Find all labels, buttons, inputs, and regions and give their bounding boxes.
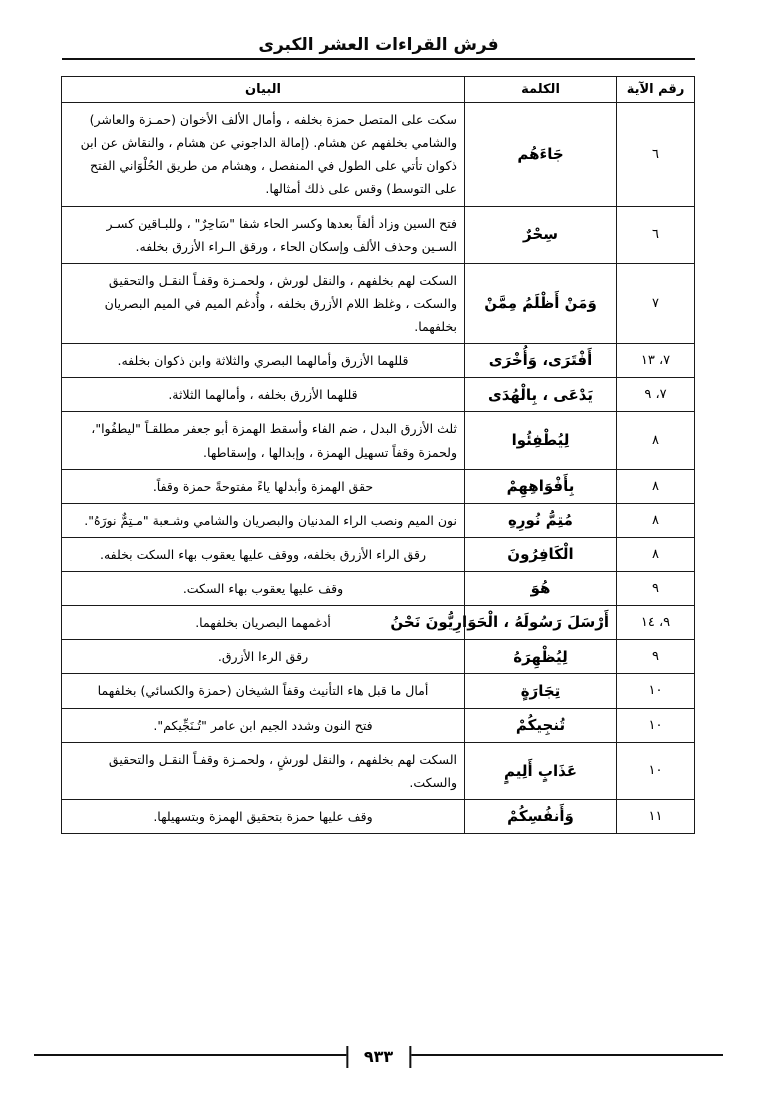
table-row — [62, 537, 695, 571]
cell-explanation: فتح النون وشدد الجيم ابن عامر "تُـنَجِّيكم". — [62, 708, 465, 742]
table-row — [62, 206, 695, 263]
cell-quran-word: تِجَارَةٍ — [465, 674, 617, 708]
cell-quran-word: جَاءَهُم — [465, 103, 617, 207]
cell-aya-number: ٩، ١٤ — [617, 606, 695, 640]
cell-explanation: سكت على المتصل حمزة بخلفه ، وأمال الألف الأخوان (حمـزة والعاشر) والشامي بخلفهم عن هشام. (إمالة الداجوني عن هشام ، والنقاش عن ابن ذكوان تأتي على الطول في المنفصل ، وهشام من طريق الحُلْوَاني الفتح على التوسط) وقس على ذلك أمثالها. — [62, 103, 465, 207]
cell-aya-number: ٩ — [617, 572, 695, 606]
cell-aya-number: ٦ — [617, 103, 695, 207]
column-header-bayan: البيان — [62, 77, 465, 103]
cell-quran-word: يَدْعَى ، بِالْهُدَى — [465, 378, 617, 412]
cell-explanation: حقق الهمزة وأبدلها ياءً مفتوحةً حمزة وقفاً. — [62, 469, 465, 503]
table-row — [62, 799, 695, 833]
table-row — [62, 412, 695, 469]
column-header-word: الكلمة — [465, 77, 617, 103]
page-title: فرش القراءات العشر الكبرى — [258, 35, 499, 55]
table-row — [62, 378, 695, 412]
cell-aya-number: ١٠ — [617, 708, 695, 742]
cell-aya-number: ١٠ — [617, 674, 695, 708]
cell-aya-number: ٨ — [617, 412, 695, 469]
cell-aya-number: ٨ — [617, 537, 695, 571]
qiraat-table-container — [62, 76, 695, 834]
cell-aya-number: ٨ — [617, 503, 695, 537]
cell-aya-number: ٨ — [617, 469, 695, 503]
cell-explanation: فتح السين وزاد ألفاً بعدها وكسر الحاء شفا "سَاحِرٌ" ، وللبـاقين كسـر السـين وحذف الألف وإسكان الحاء ، ورقق الـراء الأزرق بخلفه. — [62, 206, 465, 263]
table-row — [62, 640, 695, 674]
table-row — [62, 103, 695, 207]
cell-quran-word: مُتِمُّ نُورِهِ — [465, 503, 617, 537]
cell-quran-word: أَفْتَرَى، وَأُخْرَى — [465, 344, 617, 378]
cell-quran-word: بِأَفْوَاهِهِمْ — [465, 469, 617, 503]
cell-explanation: وقف عليها حمزة بتحقيق الهمزة وبتسهيلها. — [62, 799, 465, 833]
cell-aya-number: ٦ — [617, 206, 695, 263]
cell-aya-number: ٧، ١٣ — [617, 344, 695, 378]
cell-quran-word: وَمَنْ أَظْلَمُ مِمَّنْ — [465, 263, 617, 343]
cell-quran-word: عَذَابٍ أَلِيمٍ — [465, 742, 617, 799]
cell-quran-word: أَرْسَلَ رَسُولَهُ ، الْحَوَارِيُّونَ نَحْنُ — [465, 606, 617, 640]
cell-quran-word: سِحْرٌ — [465, 206, 617, 263]
cell-quran-word: تُنجِيكُمْ — [465, 708, 617, 742]
cell-explanation: رقق الرءا الأزرق. — [62, 640, 465, 674]
cell-explanation: السكت لهم بخلفهم ، والنقل لورش ، ولحمـزة وقفـاً النقـل والتحقيق والسكت ، وغلظ اللام الأزرق بخلفه ، وأُدغم الميم في الميم البصريان بخلفهما. — [62, 263, 465, 343]
table-header-row — [62, 77, 695, 103]
cell-quran-word: هُوَ — [465, 572, 617, 606]
cell-explanation: نون الميم ونصب الراء المدنيان والبصريان والشامي وشـعبة "مـتِمٌّ نورَهُ". — [62, 503, 465, 537]
cell-explanation: رقق الراء الأزرق بخلفه، ووقف عليها يعقوب بهاء السكت بخلفه. — [62, 537, 465, 571]
page-header — [62, 36, 695, 60]
cell-aya-number: ١١ — [617, 799, 695, 833]
page-number: ٩٣٣ — [346, 1046, 411, 1068]
table-row — [62, 263, 695, 343]
cell-explanation: قللهما الأزرق بخلفه ، وأمالهما الثلاثة. — [62, 378, 465, 412]
cell-explanation: ثلث الأزرق البدل ، ضم الفاء وأسقط الهمزة أبو جعفر مطلقـاً "ليطفُوا"، ولحمزة وقفاً تسهيل الهمزة ، وإبدالها ، وإسقاطها. — [62, 412, 465, 469]
cell-aya-number: ٧ — [617, 263, 695, 343]
cell-aya-number: ٩ — [617, 640, 695, 674]
qiraat-table — [61, 76, 695, 834]
cell-aya-number: ٧، ٩ — [617, 378, 695, 412]
cell-aya-number: ١٠ — [617, 742, 695, 799]
cell-explanation: وقف عليها يعقوب بهاء السكت. — [62, 572, 465, 606]
cell-quran-word: لِيُظْهِرَهُ — [465, 640, 617, 674]
table-row — [62, 469, 695, 503]
cell-explanation: أمال ما قبل هاء التأنيث وقفاً الشيخان (حمزة والكسائي) بخلفهما — [62, 674, 465, 708]
table-body — [62, 103, 695, 834]
cell-quran-word: لِيُطْفِئُوا — [465, 412, 617, 469]
column-header-aya: رقم الآية — [617, 77, 695, 103]
table-row — [62, 503, 695, 537]
cell-explanation: أدغمهما البصريان بخلفهما. — [62, 606, 465, 640]
table-row — [62, 742, 695, 799]
table-row — [62, 674, 695, 708]
cell-explanation: السكت لهم بخلفهم ، والنقل لورشٍ ، ولحمـزة وقفـاً النقـل والتحقيق والسكت. — [62, 742, 465, 799]
table-row — [62, 708, 695, 742]
table-row — [62, 344, 695, 378]
cell-quran-word: وَأَنفُسِكُمْ — [465, 799, 617, 833]
table-row — [62, 606, 695, 640]
table-row — [62, 572, 695, 606]
header-divider — [62, 58, 695, 60]
cell-quran-word: الْكَافِرُونَ — [465, 537, 617, 571]
page-footer — [34, 1046, 723, 1080]
cell-explanation: قللهما الأزرق وأمالهما البصري والثلاثة وابن ذكوان بخلفه. — [62, 344, 465, 378]
